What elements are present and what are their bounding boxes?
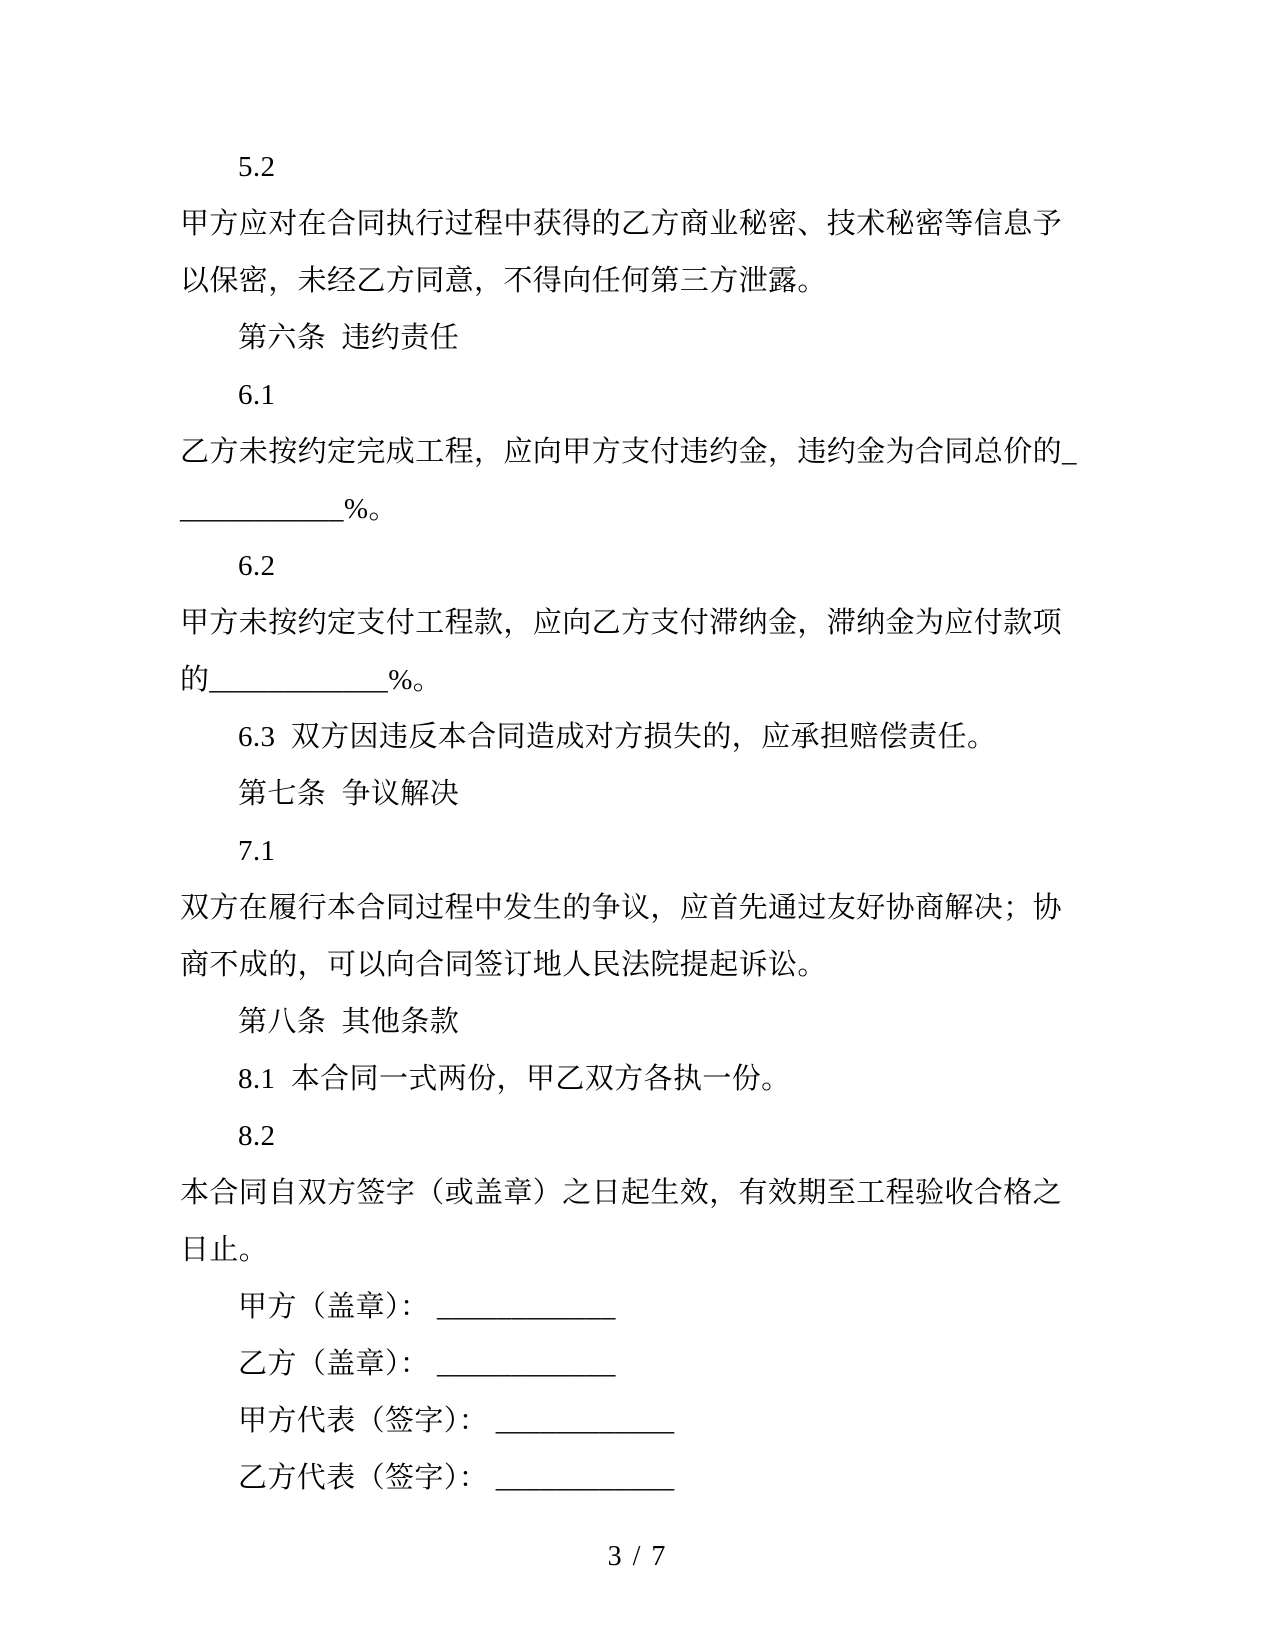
- signature-line-party-b-rep: 乙方代表（签字）： ____________: [238, 1462, 675, 1494]
- clause-number-5-2: 5.2: [238, 151, 276, 183]
- clause-8-1: 8.1 本合同一式两份，甲乙双方各执一份。: [238, 1063, 791, 1095]
- signature-line-party-a-rep: 甲方代表（签字）： ____________: [238, 1405, 675, 1437]
- article-7-heading: 第七条 争议解决: [238, 778, 460, 810]
- signature-line-party-b-seal: 乙方（盖章）： ____________: [238, 1348, 616, 1380]
- contract-body: [180, 139, 1080, 1507]
- clause-6-2-blank-line: 的____________%。: [180, 664, 443, 696]
- clause-number-8-2: 8.2: [238, 1120, 276, 1152]
- clause-number-7-1: 7.1: [238, 835, 276, 867]
- article-6-heading: 第六条 违约责任: [238, 322, 460, 354]
- clause-number-6-2: 6.2: [238, 550, 276, 582]
- page-number: 3 / 7: [607, 1541, 668, 1572]
- clause-6-3: 6.3 双方因违反本合同造成对方损失的，应承担赔偿责任。: [238, 721, 997, 753]
- clause-7-1-line-2: 商不成的，可以向合同签订地人民法院提起诉讼。: [180, 949, 827, 981]
- clause-6-1-blank-line: ___________%。: [180, 493, 398, 525]
- clause-8-2-line-2: 日止。: [180, 1234, 269, 1266]
- clause-5-2-line-2: 以保密，未经乙方同意，不得向任何第三方泄露。: [180, 265, 827, 297]
- clause-6-2-line-1: 甲方未按约定支付工程款，应向乙方支付滞纳金，滞纳金为应付款项: [180, 607, 1063, 639]
- clause-5-2-line-1: 甲方应对在合同执行过程中获得的乙方商业秘密、技术秘密等信息予: [180, 208, 1063, 240]
- clause-8-2-line-1: 本合同自双方签字（或盖章）之日起生效，有效期至工程验收合格之: [180, 1177, 1063, 1209]
- clause-number-6-1: 6.1: [238, 379, 276, 411]
- article-8-heading: 第八条 其他条款: [238, 1006, 460, 1038]
- clause-6-1-line-1: 乙方未按约定完成工程，应向甲方支付违约金，违约金为合同总价的_: [180, 436, 1077, 468]
- clause-7-1-line-1: 双方在履行本合同过程中发生的争议，应首先通过友好协商解决；协: [180, 892, 1063, 924]
- signature-line-party-a-seal: 甲方（盖章）： ____________: [238, 1291, 616, 1323]
